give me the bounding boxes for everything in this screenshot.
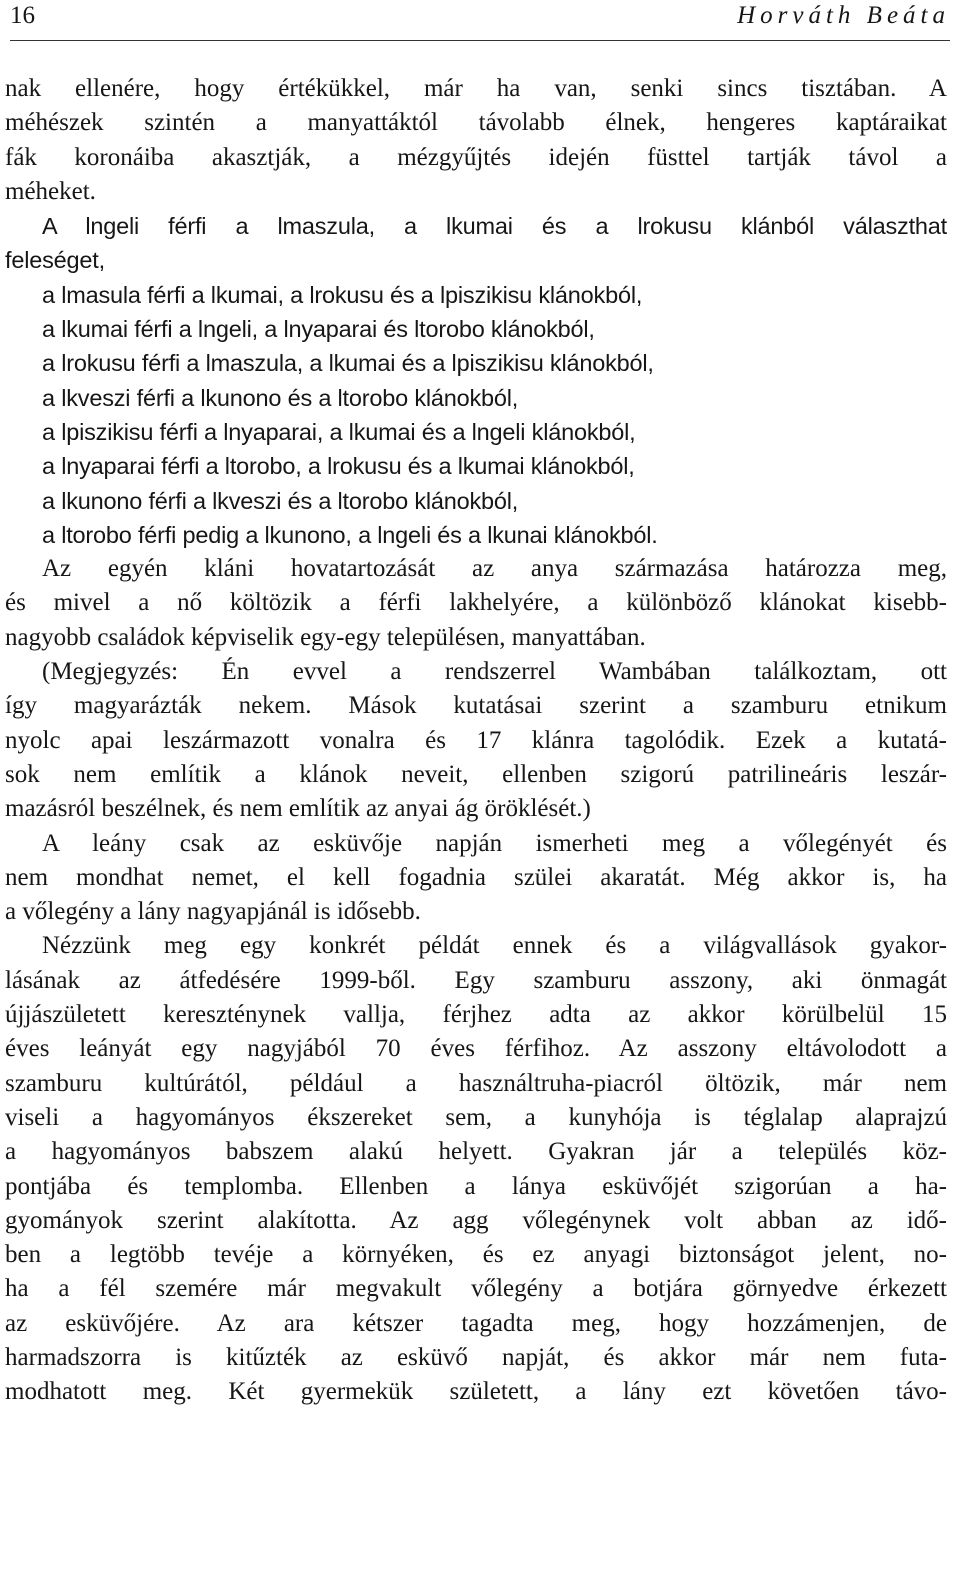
text-line: szamburu kultúrától, például a használtruha-piacról öltözik, már nem — [5, 1069, 947, 1097]
text-line: és mivel a nő költözik a férfi lakhelyére, a különböző klánokat kisebb- — [5, 589, 947, 617]
text-line: pontjába és templomba. Ellenben a lánya esküvőjét szigorúan a ha- — [5, 1172, 947, 1200]
text-line: újjászületett kereszténynek vallja, férjhez adta az akkor körülbelül 15 — [5, 1001, 947, 1029]
text-line: Az egyén kláni hovatartozását az anya származása határozza meg, — [42, 555, 947, 583]
clan-list-item: a lkumai férfi a lngeli, a lnyaparai és ltorobo klánokból, — [42, 316, 595, 343]
text-line: mazásról beszélnek, és nem említik az anyai ág öröklését.) — [5, 795, 591, 823]
text-line: modhatott meg. Két gyermekük született, a lány ezt követően távo- — [5, 1378, 947, 1406]
text-line: méhészek szintén a manyattáktól távolabb élnek, hengeres kaptáraikat — [5, 109, 947, 137]
text-line: az esküvőjére. Az ara kétszer tagadta meg, hogy hozzámenjen, de — [5, 1309, 947, 1337]
clan-list-item: a ltorobo férfi pedig a lkunono, a lngeli és a lkunai klánokból. — [42, 521, 658, 548]
text-line: a hagyományos babszem alakú helyett. Gyakran jár a település köz- — [5, 1138, 947, 1166]
text-line: éves leányát egy nagyjából 70 éves férfihoz. Az asszony eltávolodott a — [5, 1035, 947, 1063]
text-line: nem mondhat nemet, el kell fogadnia szülei akaratát. Még akkor is, ha — [5, 863, 947, 891]
page-number: 16 — [10, 2, 35, 29]
clan-list-item: a lmasula férfi a lkumai, a lrokusu és a lpiszikisu klánokból, — [42, 281, 643, 308]
clan-list-item: a lnyaparai férfi a ltorobo, a lrokusu és a lkumai klánokból, — [42, 453, 635, 480]
clan-list-item: a lkveszi férfi a lkunono és a ltorobo klánokból, — [42, 384, 519, 411]
text-line: lásának az átfedésére 1999-ből. Egy szamburu asszony, aki önmagát — [5, 966, 947, 994]
text-line: harmadszorra is kitűzték az esküvő napját, és akkor már nem futa- — [5, 1343, 947, 1371]
text-line: gyományok szerint alakította. Az agg vőlegénynek volt abban az idő- — [5, 1206, 947, 1234]
text-line: sok nem említik a klánok neveit, ellenben szigorú patrilineáris leszár- — [5, 760, 947, 788]
text-line: nagyobb családok képviselik egy-egy településen, manyattában. — [5, 623, 646, 651]
running-head-author: Horváth Beáta — [737, 2, 950, 29]
header-rule — [10, 40, 950, 41]
text-line: a vőlegény a lány nagyapjánál is idősebb. — [5, 898, 421, 926]
text-line: méheket. — [5, 177, 96, 205]
clan-list-item: a lpiszikisu férfi a lnyaparai, a lkumai és a lngeli klánokból, — [42, 418, 636, 445]
body-text — [5, 72, 947, 1410]
clan-list-item: a lkunono férfi a lkveszi és a ltorobo klánokból, — [42, 487, 519, 514]
clan-list-item: a lrokusu férfi a lmaszula, a lkumai és a lpiszikisu klánokból, — [42, 350, 654, 377]
text-line: így magyarázták nekem. Mások kutatásai szerint a szamburu etnikum — [5, 692, 947, 720]
text-line: Nézzünk meg egy konkrét példát ennek és a világvallások gyakor- — [42, 932, 947, 960]
text-line: nyolc apai leszármazott vonalra és 17 klánra tagolódik. Ezek a kutatá- — [5, 726, 947, 754]
text-line: ben a legtöbb tevéje a környéken, és ez anyagi biztonságot jelent, no- — [5, 1241, 947, 1269]
text-line: nak ellenére, hogy értékükkel, már ha van, senki sincs tisztában. A — [5, 75, 947, 102]
text-line: ha a fél szemére már megvakult vőlegény a botjára görnyedve érkezett — [5, 1275, 947, 1303]
page-header — [10, 0, 950, 40]
text-line: A leány csak az esküvője napján ismerheti meg a vőlegényét és — [42, 829, 947, 857]
clan-rule-intro-line: A lngeli férfi a lmaszula, a lkumai és a lrokusu klánból választhat — [42, 213, 947, 240]
text-line: (Megjegyzés: Én evvel a rendszerrel Wambában találkoztam, ott — [42, 658, 947, 686]
clan-rule-intro-line: feleséget, — [5, 247, 105, 274]
text-line: fák koronáiba akasztják, a mézgyűjtés idején füsttel tartják távol a — [5, 143, 947, 171]
text-line: viseli a hagyományos ékszereket sem, a kunyhója is téglalap alaprajzú — [5, 1103, 947, 1131]
